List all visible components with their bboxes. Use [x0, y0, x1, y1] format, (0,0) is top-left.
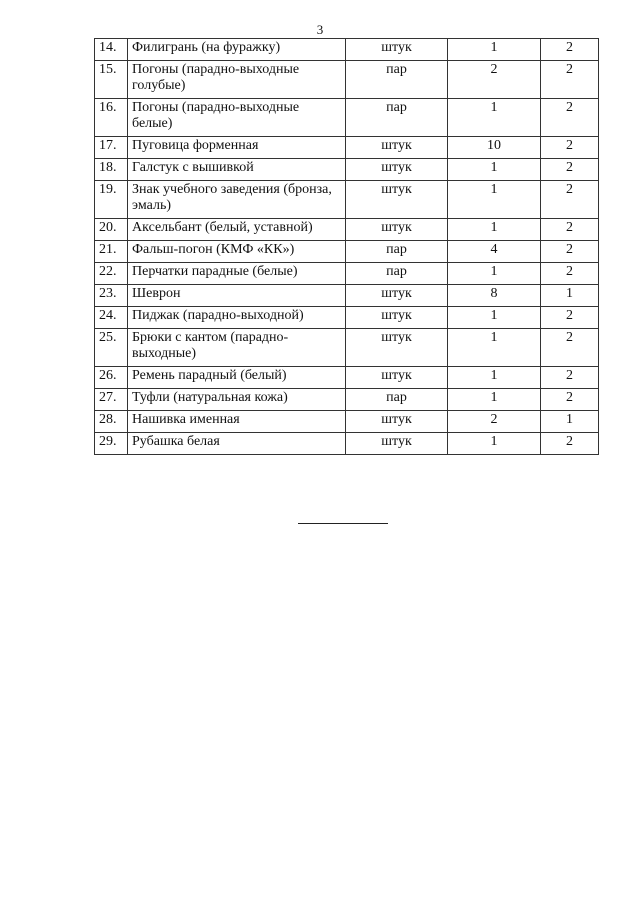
row-number: 28.: [95, 411, 128, 433]
item-name: Пиджак (парадно-выходной): [128, 307, 346, 329]
item-term: 2: [541, 329, 599, 367]
item-term: 2: [541, 159, 599, 181]
item-term: 1: [541, 411, 599, 433]
item-name: Пуговица форменная: [128, 137, 346, 159]
item-name: Аксельбант (белый, уставной): [128, 219, 346, 241]
table-row: [95, 241, 599, 263]
row-number: 22.: [95, 263, 128, 285]
item-quantity: 1: [448, 99, 541, 137]
closing-rule: [298, 523, 388, 524]
item-quantity: 1: [448, 159, 541, 181]
item-quantity: 8: [448, 285, 541, 307]
item-name: Нашивка именная: [128, 411, 346, 433]
table-row: [95, 99, 599, 137]
item-unit: штук: [346, 39, 448, 61]
item-quantity: 1: [448, 219, 541, 241]
item-quantity: 1: [448, 263, 541, 285]
item-name: Погоны (парадно-выходные белые): [128, 99, 346, 137]
item-unit: штук: [346, 411, 448, 433]
row-number: 20.: [95, 219, 128, 241]
table-row: [95, 181, 599, 219]
item-term: 2: [541, 181, 599, 219]
row-number: 18.: [95, 159, 128, 181]
item-quantity: 4: [448, 241, 541, 263]
table-row: [95, 39, 599, 61]
item-unit: пар: [346, 263, 448, 285]
item-term: 2: [541, 241, 599, 263]
item-unit: штук: [346, 285, 448, 307]
item-quantity: 1: [448, 39, 541, 61]
table-row: [95, 285, 599, 307]
item-term: 2: [541, 137, 599, 159]
item-quantity: 10: [448, 137, 541, 159]
item-quantity: 2: [448, 411, 541, 433]
item-term: 2: [541, 367, 599, 389]
item-unit: пар: [346, 389, 448, 411]
item-name: Ремень парадный (белый): [128, 367, 346, 389]
item-name: Филигрань (на фуражку): [128, 39, 346, 61]
item-unit: пар: [346, 61, 448, 99]
row-number: 19.: [95, 181, 128, 219]
row-number: 23.: [95, 285, 128, 307]
row-number: 15.: [95, 61, 128, 99]
item-quantity: 1: [448, 367, 541, 389]
item-unit: штук: [346, 367, 448, 389]
item-name: Шеврон: [128, 285, 346, 307]
row-number: 14.: [95, 39, 128, 61]
item-unit: штук: [346, 137, 448, 159]
item-term: 2: [541, 389, 599, 411]
item-unit: штук: [346, 219, 448, 241]
row-number: 26.: [95, 367, 128, 389]
row-number: 24.: [95, 307, 128, 329]
item-term: 2: [541, 219, 599, 241]
item-unit: штук: [346, 433, 448, 455]
table-row: [95, 307, 599, 329]
row-number: 29.: [95, 433, 128, 455]
uniform-items-table: [94, 38, 599, 455]
table-row: [95, 219, 599, 241]
item-term: 2: [541, 263, 599, 285]
table-row: [95, 329, 599, 367]
table-row: [95, 433, 599, 455]
table-row: [95, 263, 599, 285]
table-row: [95, 159, 599, 181]
item-quantity: 1: [448, 329, 541, 367]
item-term: 2: [541, 433, 599, 455]
item-name: Галстук с вышивкой: [128, 159, 346, 181]
item-quantity: 1: [448, 389, 541, 411]
item-term: 2: [541, 99, 599, 137]
table-row: [95, 61, 599, 99]
table-row: [95, 137, 599, 159]
item-name: Рубашка белая: [128, 433, 346, 455]
item-quantity: 2: [448, 61, 541, 99]
row-number: 25.: [95, 329, 128, 367]
row-number: 27.: [95, 389, 128, 411]
item-unit: штук: [346, 181, 448, 219]
item-unit: штук: [346, 307, 448, 329]
row-number: 21.: [95, 241, 128, 263]
item-term: 2: [541, 61, 599, 99]
table-row: [95, 389, 599, 411]
item-name: Брюки с кантом (парадно-выходные): [128, 329, 346, 367]
item-name: Перчатки парадные (белые): [128, 263, 346, 285]
item-unit: пар: [346, 241, 448, 263]
page-number: 3: [316, 22, 324, 37]
item-unit: штук: [346, 159, 448, 181]
table-row: [95, 367, 599, 389]
item-name: Туфли (натуральная кожа): [128, 389, 346, 411]
item-name: Погоны (парадно-выходные голубые): [128, 61, 346, 99]
item-unit: пар: [346, 99, 448, 137]
item-unit: штук: [346, 329, 448, 367]
item-name: Фальш-погон (КМФ «КК»): [128, 241, 346, 263]
table-row: [95, 411, 599, 433]
item-term: 1: [541, 285, 599, 307]
item-quantity: 1: [448, 181, 541, 219]
item-term: 2: [541, 39, 599, 61]
item-quantity: 1: [448, 307, 541, 329]
row-number: 17.: [95, 137, 128, 159]
item-term: 2: [541, 307, 599, 329]
item-quantity: 1: [448, 433, 541, 455]
row-number: 16.: [95, 99, 128, 137]
item-name: Знак учебного заведения (бронза, эмаль): [128, 181, 346, 219]
